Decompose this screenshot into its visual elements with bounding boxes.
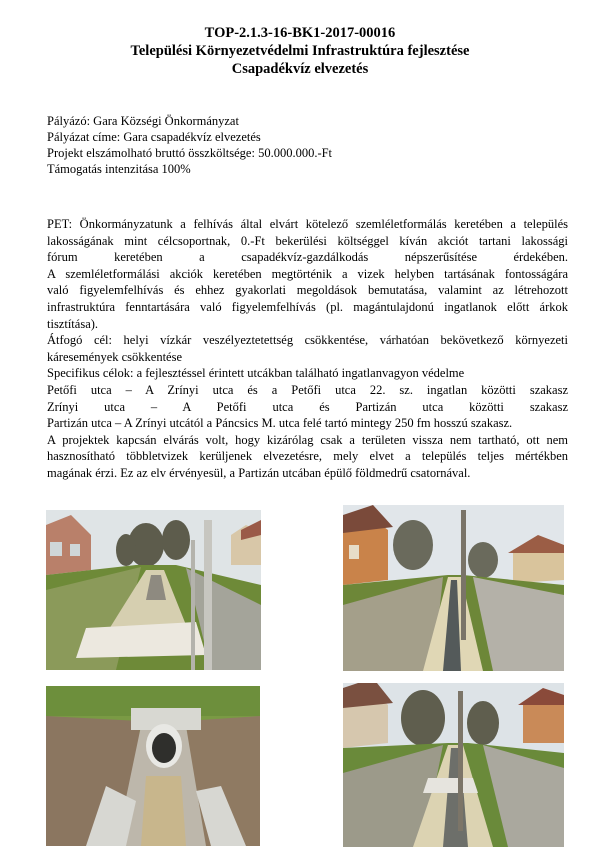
closing-line: A projektek kapcsán elvárás volt, hogy kizárólag csak a területen vissza nem tartható, ott nem xyxy=(47,432,568,447)
street-line: Zrínyi utca – A Petőfi utca és Partizán utca közötti szakasz xyxy=(47,399,568,414)
applicant-line: Pályázó: Gara Községi Önkormányzat xyxy=(47,114,239,128)
document-header xyxy=(0,24,600,78)
goal-line: káresemények csökkentése xyxy=(47,349,183,364)
document-body xyxy=(47,216,568,482)
pet-line: A szemléletformálási akciók keretében megtörténik a vizek helyben tartásának fontosságára xyxy=(47,266,568,281)
goal-line: Átfogó cél: helyi vízkár veszélyeztetettség csökkentése, várhatóan bekövetkező környezeti xyxy=(47,333,568,348)
program-title: Települési Környezetvédelmi Infrastruktúra fejlesztése xyxy=(130,43,470,59)
total-cost-line: Projekt elszámolható bruttó összköltsége: 50.000.000.-Ft xyxy=(47,146,333,160)
pet-line: tisztítása). xyxy=(47,316,99,331)
pet-line: infrastruktúra fenntartására való figyelemfelhívás (pl. magántulajdonú ingatlanok előtt árkok xyxy=(47,299,568,314)
photo-culvert-pipe xyxy=(46,686,260,846)
photo-ditch-street-1 xyxy=(46,510,261,670)
pet-line: PET: Önkormányzatunk a felhívás által elvárt kötelező szemléletformálás keretében a település xyxy=(47,217,568,231)
photo-ditch-street-2 xyxy=(343,505,564,671)
pet-line: fórum keretében a csapadékvíz-gazdálkodás népszerűsítése érdekében. xyxy=(47,250,568,265)
closing-line: magának érzi. Ez az elv érvényesül, a Partizán utcában épülő földmedrű csatornával. xyxy=(47,465,471,480)
photo-ditch-street-3 xyxy=(343,683,564,847)
specific-goal-line: Specifikus célok: a fejlesztéssel érintett utcákban található ingatlanvagyon védelme xyxy=(47,366,465,381)
pet-line: lakosságának mint célcsoportnak, 0.-Ft bekerülési költséggel kíván akciót tartani lakossági xyxy=(47,233,568,248)
closing-line: hasznosítható többletvizek kerüljenek elvezetésre, mely elvet a település teljes mértékben xyxy=(47,449,568,464)
project-code: TOP-2.1.3-16-BK1-2017-00016 xyxy=(204,25,396,41)
aid-intensity-line: Támogatás intenzitása 100% xyxy=(47,162,191,176)
project-info xyxy=(47,113,567,177)
street-line: Petőfi utca – A Zrínyi utca és a Petőfi utca 22. sz. ingatlan közötti szakasz xyxy=(47,382,568,397)
project-title: Csapadékvíz elvezetés xyxy=(231,61,369,77)
street-line: Partizán utca – A Zrínyi utcától a Páncsics M. utca felé tartó mintegy 250 fm hosszú szakasz. xyxy=(47,416,513,431)
application-title-line: Pályázat címe: Gara csapadékvíz elvezetés xyxy=(47,130,261,144)
pet-line: való figyelemfelhívás és ehhez gyakorlati megoldások bemutatása, valamint az létrehozott xyxy=(47,283,568,298)
